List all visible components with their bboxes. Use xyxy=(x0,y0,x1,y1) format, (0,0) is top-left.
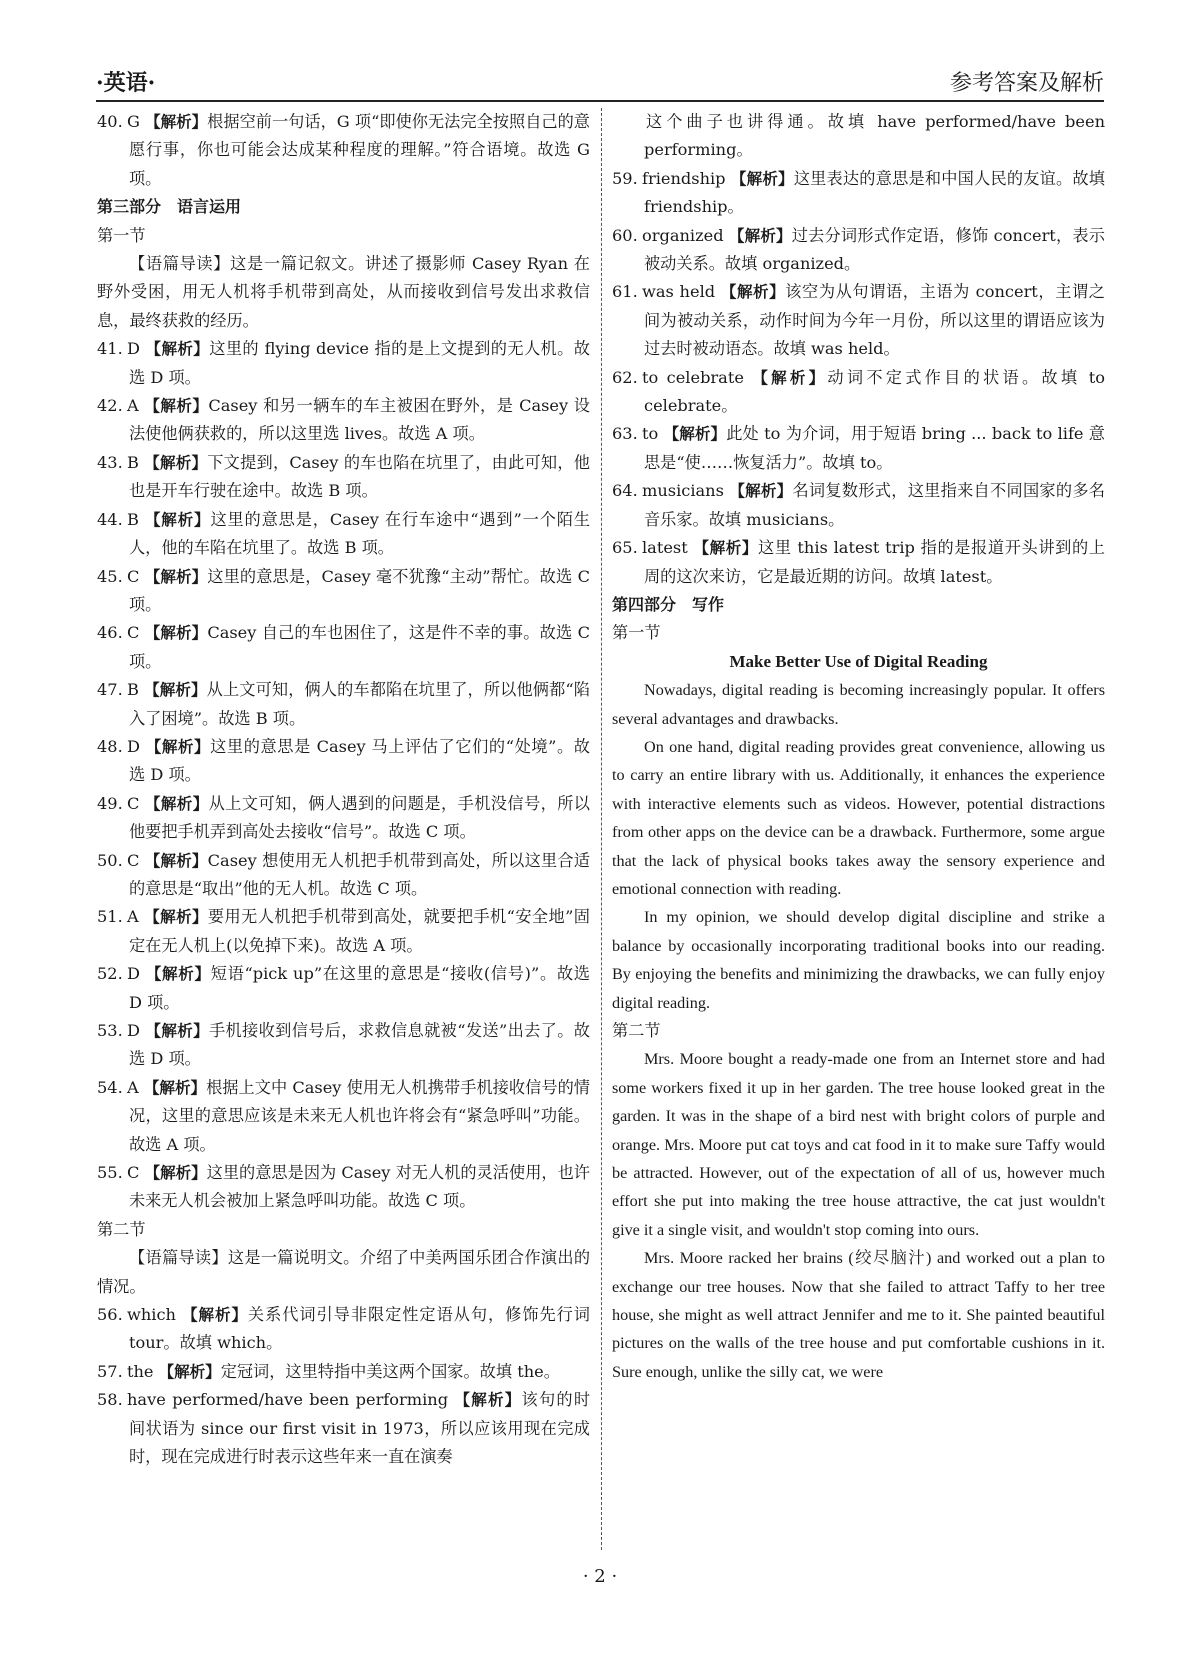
item-answer: D xyxy=(127,339,140,359)
left-column xyxy=(97,108,590,1472)
item-answer: D xyxy=(127,964,140,984)
answer-item xyxy=(97,847,590,904)
header-rule xyxy=(96,100,1104,102)
answer-item xyxy=(612,165,1105,222)
answer-item xyxy=(612,278,1105,363)
analysis-tag: 【解析】 xyxy=(144,1164,207,1183)
item-answer: friendship xyxy=(642,168,726,188)
answer-item xyxy=(612,477,1105,534)
item-text: 这个曲子也讲得通。故填 have performed/have been performing。 xyxy=(642,112,1105,160)
essay-paragraph: Nowadays, digital reading is becoming increasingly popular. It offers several advantages and drawbacks. xyxy=(612,681,1105,728)
item-answer: C xyxy=(127,850,140,870)
writing-section1-title: 第一节 xyxy=(612,623,661,643)
answer-item xyxy=(97,790,590,847)
answer-item xyxy=(97,960,590,1017)
part4-title: 第四部分 写作 xyxy=(612,594,725,614)
essay-title: Make Better Use of Digital Reading xyxy=(729,651,988,671)
item-answer: C xyxy=(127,1163,140,1183)
essay-paragraph: In my opinion, we should develop digital discipline and strike a balance by occasionally incorporating traditional books into our reading. By enjoying the benefits and minimizing the drawbacks, we can fully enjoy digital reading. xyxy=(612,908,1105,1012)
item-answer: G xyxy=(127,112,140,131)
answer-item xyxy=(97,676,590,733)
item-text: 这里的意思是，Casey 毫不犹豫“主动”帮忙。故选 C 项。 xyxy=(129,566,590,614)
answer-item xyxy=(97,1074,590,1159)
right-column xyxy=(612,108,1105,1386)
item-text: 该空为从句谓语，主语为 concert，主谓之间为被动关系，动作时间为今年一月份，所以这里的谓语应该为过去时被动语态。故填 was held。 xyxy=(644,282,1105,359)
item-text: 这里 this latest trip 指的是报道开头讲到的上周的这次来访，它是最近期的访问。故填 latest。 xyxy=(644,538,1105,586)
item-answer: D xyxy=(127,1021,140,1040)
item-answer: A xyxy=(127,907,139,927)
item-answer: to xyxy=(642,424,659,444)
item-text: 该句的时间状语为 since our first visit in 1973，所以应该用现在完成时，现在完成进行时表示这些年来一直在演奏 xyxy=(129,1390,591,1467)
answer-item xyxy=(97,563,590,620)
analysis-tag: 【解析】 xyxy=(144,453,208,472)
answer-item-58-continued xyxy=(612,108,1105,165)
item-number: 57. xyxy=(97,1361,123,1381)
item-text: 这里的意思是，Casey 在行车途中“遇到”一个陌生人，他的车陷在坑里了。故选 B 项。 xyxy=(129,509,591,558)
item-text: 从上文可知，俩人的车都陷在坑里了，所以他俩都“陷入了困境”。故选 B 项。 xyxy=(129,680,590,728)
item-number: 53. xyxy=(97,1021,123,1040)
item-text: 从上文可知，俩人遇到的问题是，手机没信号，所以他要把手机弄到高处去接收“信号”。故选 C 项。 xyxy=(129,793,590,842)
item-answer: to celebrate xyxy=(642,367,744,387)
item-number: 51. xyxy=(97,907,123,927)
essay-body xyxy=(612,676,1105,1017)
column-divider xyxy=(601,108,602,1550)
answer-item xyxy=(97,1386,590,1471)
answer-item xyxy=(612,420,1105,477)
item-answer: A xyxy=(127,396,139,416)
answer-item xyxy=(97,1017,590,1074)
item-number: 47. xyxy=(97,680,123,700)
item-number: 50. xyxy=(97,850,123,870)
item-answer: C xyxy=(127,793,140,813)
item-text: 手机接收到信号后，求救信息就被“发送”出去了。故选 D 项。 xyxy=(129,1021,590,1069)
analysis-tag: 【解析】 xyxy=(454,1391,522,1410)
item-number: 54. xyxy=(97,1077,123,1097)
item-text: Casey 想使用无人机把手机带到高处，所以这里合适的意思是“取出”他的无人机。故选 C 项。 xyxy=(129,850,590,898)
item-answer: the xyxy=(127,1361,154,1381)
answer-item xyxy=(97,733,590,790)
analysis-tag: 【解析】 xyxy=(730,169,794,188)
item-answer: latest xyxy=(642,538,688,558)
story-paragraph: Mrs. Moore bought a ready-made one from an Internet store and had some workers fixed it up in her garden. The tree house looked great in the garden. It was in the shape of a bird nest with bright colors of purple and orange. Mrs. Moore put cat toys and cat food in it to make sure Taffy would be attracted. However, out of the expectation of all of us, however much effort she put into making the tree house attractive, the cat just wouldn't give it a single visit, and wouldn't stop coming into ours. xyxy=(612,1050,1105,1239)
analysis-tag: 【解析】 xyxy=(728,226,792,245)
analysis-tag: 【解析】 xyxy=(145,113,208,131)
item-number: 59. xyxy=(612,168,638,188)
item-number: 40. xyxy=(97,112,123,131)
answer-item xyxy=(97,619,590,676)
answer-item xyxy=(97,392,590,449)
item-answer: B xyxy=(127,509,139,529)
writing-section2-title: 第二节 xyxy=(612,1021,661,1040)
analysis-tag: 【解析】 xyxy=(145,340,210,359)
subject-label: ·英语· xyxy=(96,70,156,96)
item-text: 根据上文中 Casey 使用无人机携带手机接收信号的情况，这里的意思应该是未来无人机也许将会有“紧急呼叫”功能。故选 A 项。 xyxy=(129,1077,590,1154)
intro-text: 这是一篇说明文。介绍了中美两国乐团合作演出的情况。 xyxy=(97,1248,591,1296)
item-number: 45. xyxy=(97,566,123,586)
item-number: 55. xyxy=(97,1163,123,1183)
analysis-tag: 【解析】 xyxy=(145,737,211,756)
page-header xyxy=(96,60,1104,100)
item-number: 56. xyxy=(97,1305,123,1325)
answer-list-59-65 xyxy=(612,165,1105,591)
item-answer: which xyxy=(127,1305,176,1325)
answer-item xyxy=(97,903,590,960)
item-number: 48. xyxy=(97,736,123,756)
analysis-tag: 【解析】 xyxy=(663,425,727,444)
item-answer: B xyxy=(127,452,139,472)
analysis-tag: 【解析】 xyxy=(752,368,828,387)
answer-item-40 xyxy=(97,108,590,193)
item-number: 58. xyxy=(97,1390,123,1410)
item-text: 关系代词引导非限定性定语从句，修饰先行词 tour。故填 which。 xyxy=(129,1305,590,1353)
section1-title: 第一节 xyxy=(97,225,146,245)
passage-intro-2 xyxy=(97,1244,590,1301)
intro-tag: 【语篇导读】 xyxy=(129,1248,228,1268)
item-number: 60. xyxy=(612,225,638,245)
analysis-tag: 【解析】 xyxy=(693,539,759,558)
analysis-tag: 【解析】 xyxy=(144,851,208,870)
item-answer: was held xyxy=(642,282,716,302)
item-answer: C xyxy=(127,566,140,586)
answer-item xyxy=(97,1358,590,1386)
item-answer: musicians xyxy=(642,481,724,501)
item-number: 41. xyxy=(97,339,123,359)
analysis-tag: 【解析】 xyxy=(729,482,793,501)
item-answer: D xyxy=(127,736,140,756)
item-text: Casey 自己的车也困住了，这是件不幸的事。故选 C 项。 xyxy=(129,623,590,671)
item-number: 62. xyxy=(612,367,638,387)
answer-item xyxy=(97,449,590,506)
answer-item xyxy=(97,335,590,392)
story-paragraph: Mrs. Moore racked her brains (绞尽脑汁) and worked out a plan to exchange our tree houses. Now that she failed to attract Taffy to her tree house, she might as well attract Jennifer and me to it. She painted beautiful pictures on the walls of the tree house and put comfortable cushions in it. Sure enough, unlike the silly cat, we were xyxy=(612,1249,1105,1381)
item-text: 要用无人机把手机带到高处，就要把手机“安全地”固定在无人机上(以免掉下来)。故选 A 项。 xyxy=(129,907,590,955)
item-answer: have performed/have been performing xyxy=(127,1390,449,1410)
item-text: 过去分词形式作定语，修饰 concert，表示被动关系。故填 organized。 xyxy=(644,225,1105,274)
item-number: 52. xyxy=(97,964,123,984)
item-number: 61. xyxy=(612,282,638,302)
item-answer: B xyxy=(127,680,139,700)
item-text: Casey 和另一辆车的车主被困在野外，是 Casey 设法使他俩获救的，所以这里选 lives。故选 A 项。 xyxy=(129,396,590,444)
intro-text: 这是一篇记叙文。讲述了摄影师 Casey Ryan 在野外受困，用无人机将手机带到高处，从而接收到信号发出求救信息，最终获救的经历。 xyxy=(97,254,590,330)
item-text: 这里的 flying device 指的是上文提到的无人机。故选 D 项。 xyxy=(129,339,590,387)
section-label: 参考答案及解析 xyxy=(949,71,1104,96)
item-text: 定冠词，这里特指中美这两个国家。故填 the。 xyxy=(220,1361,560,1381)
answer-item xyxy=(97,506,590,563)
passage-intro-1 xyxy=(97,250,590,335)
item-text: 下文提到，Casey 的车也陷在坑里了，由此可知，他也是开车行驶在途中。故选 B 项。 xyxy=(129,452,590,501)
answer-list-56-58 xyxy=(97,1301,590,1471)
analysis-tag: 【解析】 xyxy=(144,681,207,700)
item-text: 这里的意思是因为 Casey 对无人机的灵活使用，也许未来无人机会被加上紧急呼叫功能。故选 C 项。 xyxy=(129,1163,590,1211)
answer-list-41-55 xyxy=(97,335,590,1216)
item-number: 64. xyxy=(612,481,638,501)
item-number: 46. xyxy=(97,623,123,643)
item-number: 49. xyxy=(97,793,123,813)
analysis-tag: 【解析】 xyxy=(158,1362,221,1381)
item-number: 43. xyxy=(97,452,123,472)
item-number: 42. xyxy=(97,396,123,416)
item-text: 短语“pick up”在这里的意思是“接收(信号)”。故选 D 项。 xyxy=(129,964,590,1012)
analysis-tag: 【解析】 xyxy=(144,624,208,643)
analysis-tag: 【解析】 xyxy=(144,908,208,927)
item-number: 44. xyxy=(97,509,123,529)
item-number: 65. xyxy=(612,538,638,558)
item-text: 根据空前一句话，G 项“即使你无法完全按照自己的意愿行事，你也可能会达成某种程度的理解。”符合语境。故选 G 项。 xyxy=(129,112,590,188)
section2-title: 第二节 xyxy=(97,1219,146,1239)
analysis-tag: 【解析】 xyxy=(144,567,208,586)
analysis-tag: 【解析】 xyxy=(182,1306,248,1325)
item-text: 这里的意思是 Casey 马上评估了它们的“处境”。故选 D 项。 xyxy=(129,736,590,785)
answer-item xyxy=(612,222,1105,279)
analysis-tag: 【解析】 xyxy=(720,283,786,302)
item-number: 63. xyxy=(612,424,638,444)
intro-tag: 【语篇导读】 xyxy=(129,254,231,274)
answer-item xyxy=(97,1301,590,1358)
item-answer: C xyxy=(127,623,140,643)
item-text: 名词复数形式，这里指来自不同国家的多名音乐家。故填 musicians。 xyxy=(644,481,1105,529)
part3-title: 第三部分 语言运用 xyxy=(97,197,242,217)
page-number: · 2 · xyxy=(582,1566,618,1587)
story-body xyxy=(612,1045,1105,1386)
item-text: 这里表达的意思是和中国人民的友谊。故填 friendship。 xyxy=(644,168,1105,217)
answer-item xyxy=(612,534,1105,591)
essay-paragraph: On one hand, digital reading provides great convenience, allowing us to carry an entire library with us. Additionally, it enhances the experience with interactive elements such as videos. However, potential distractions from other apps on the device can be a drawback. Furthermore, some argue that the lack of physical books takes away the sensory experience and emotional connection with reading. xyxy=(612,737,1105,898)
answer-item xyxy=(612,364,1105,421)
item-text: 动词不定式作目的状语。故填 to celebrate。 xyxy=(644,367,1105,416)
analysis-tag: 【解析】 xyxy=(144,794,209,813)
analysis-tag: 【解析】 xyxy=(145,965,211,984)
item-text: 此处 to 为介词，用于短语 bring ... back to life 意思是“使……恢复活力”。故填 to。 xyxy=(644,424,1105,472)
item-answer: A xyxy=(127,1077,139,1097)
analysis-tag: 【解析】 xyxy=(143,1078,207,1097)
answer-item xyxy=(97,1159,590,1216)
analysis-tag: 【解析】 xyxy=(144,510,211,529)
analysis-tag: 【解析】 xyxy=(144,397,209,416)
analysis-tag: 【解析】 xyxy=(145,1022,209,1040)
item-answer: organized xyxy=(642,225,724,245)
